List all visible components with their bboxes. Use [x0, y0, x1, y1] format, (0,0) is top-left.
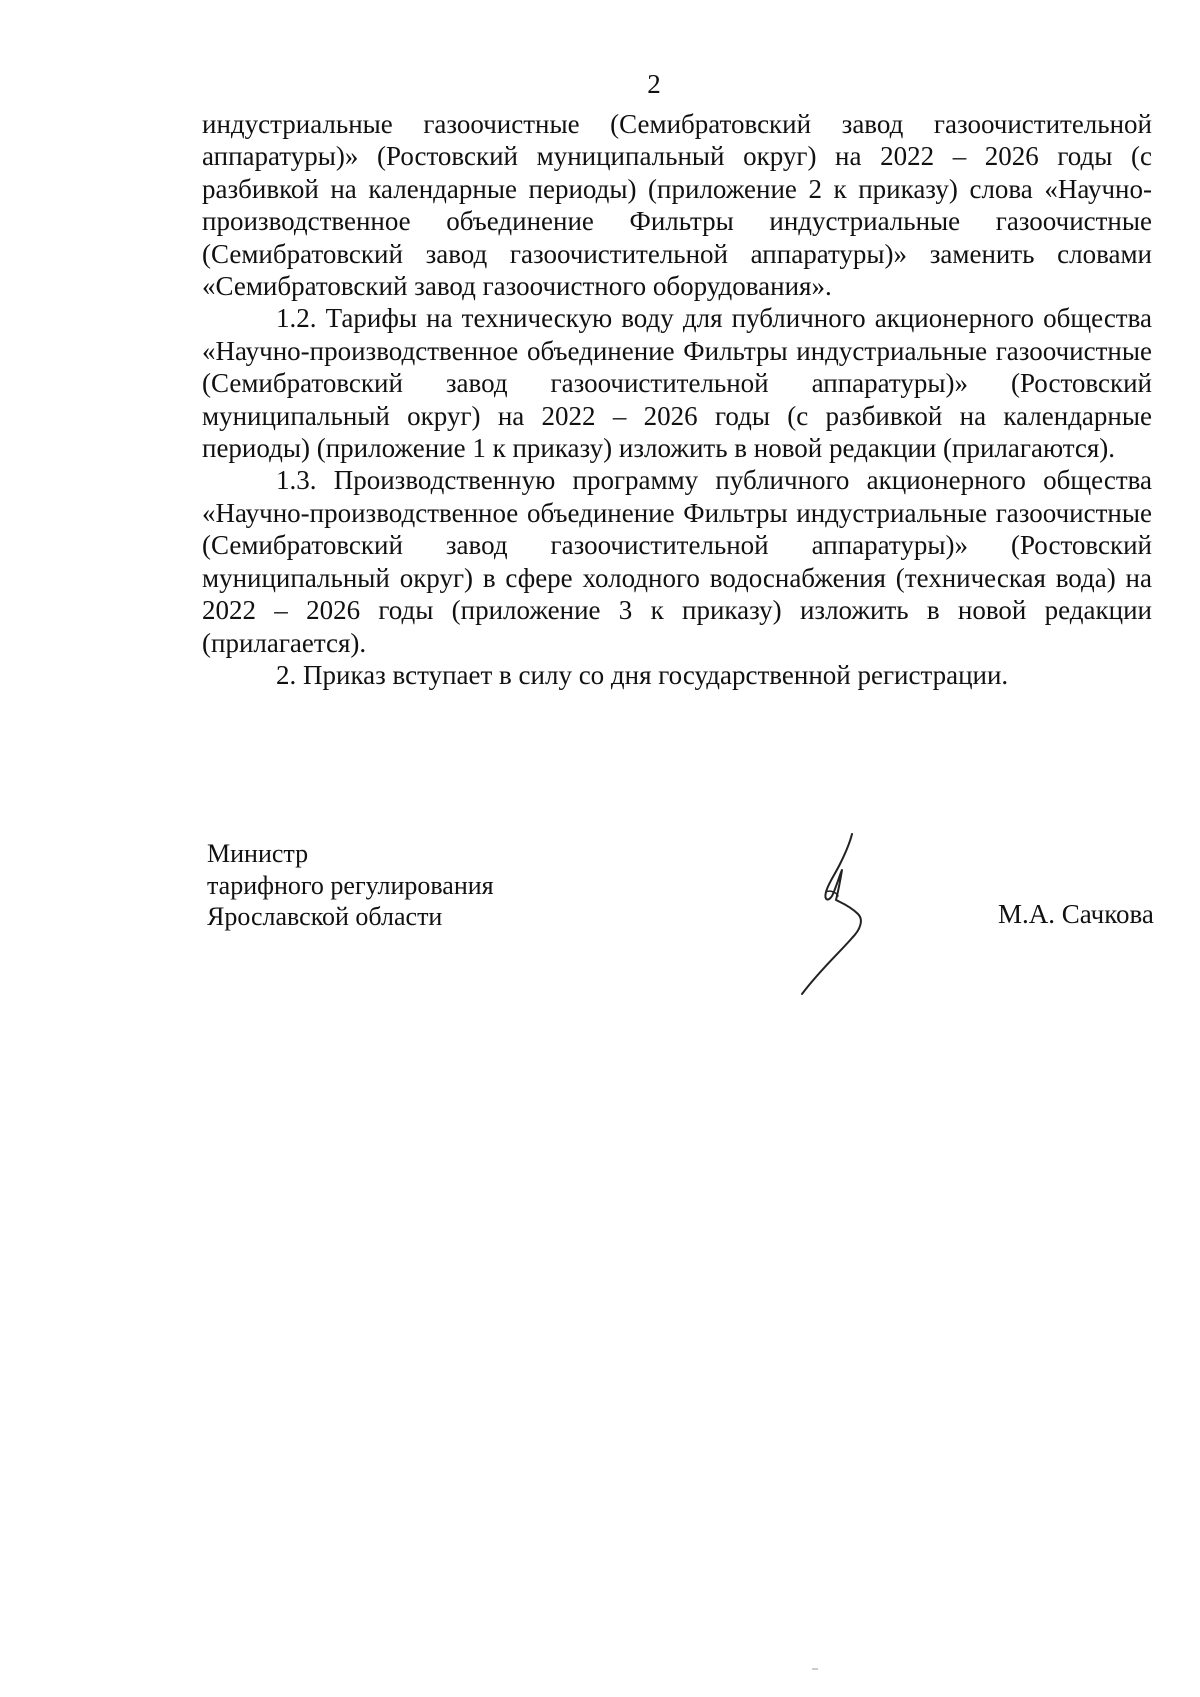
paragraph-1-3: 1.3. Производственную программу публичного акционерного общества «Научно-производственное объединение Фильтры индустриальные газоочистные (Семибратовский завод газоочистительной аппаратуры)» (Ростовский муниципальный округ) в сфере холодного водоснабжения (техническая вода) на 2022 – 2026 годы (приложение 3 к приказу) изложить в новой редакции (прилагается). [202, 465, 1152, 658]
page-number: 2 [647, 69, 661, 99]
paragraph-1-2: 1.2. Тарифы на техническую воду для публичного акционерного общества «Научно-производственное объединение Фильтры индустриальные газоочистные (Семибратовский завод газоочистительной аппаратуры)» (Ростовский муниципальный округ) на 2022 – 2026 годы (с разбивкой на календарные периоды) (приложение 1 к приказу) изложить в новой редакции (прилагаются). [202, 303, 1152, 464]
signer-position-line: Ярославской области [207, 902, 443, 931]
signer-position-line: Министр [207, 839, 309, 868]
signer-position-line: тарифного регулирования [207, 870, 494, 900]
document-body [202, 108, 1152, 691]
scan-speck [812, 1668, 818, 1670]
signer-name: М.А. Сачкова [998, 899, 1154, 929]
handwritten-signature [780, 830, 890, 1000]
paragraph-continuation: индустриальные газоочистные (Семибратовский завод газоочистительной аппаратуры)» (Ростовский муниципальный округ) на 2022 – 2026 годы (с разбивкой на календарные периоды) (приложение 2 к приказу) слова «Научно-производственное объединение Фильтры индустриальные газоочистные (Семибратовский завод газоочистительной аппаратуры)» заменить словами «Семибратовский завод газоочистного оборудования». [202, 109, 1152, 302]
paragraph-2: 2. Приказ вступает в силу со дня государственной регистрации. [276, 659, 1009, 690]
signer-position [207, 838, 494, 933]
